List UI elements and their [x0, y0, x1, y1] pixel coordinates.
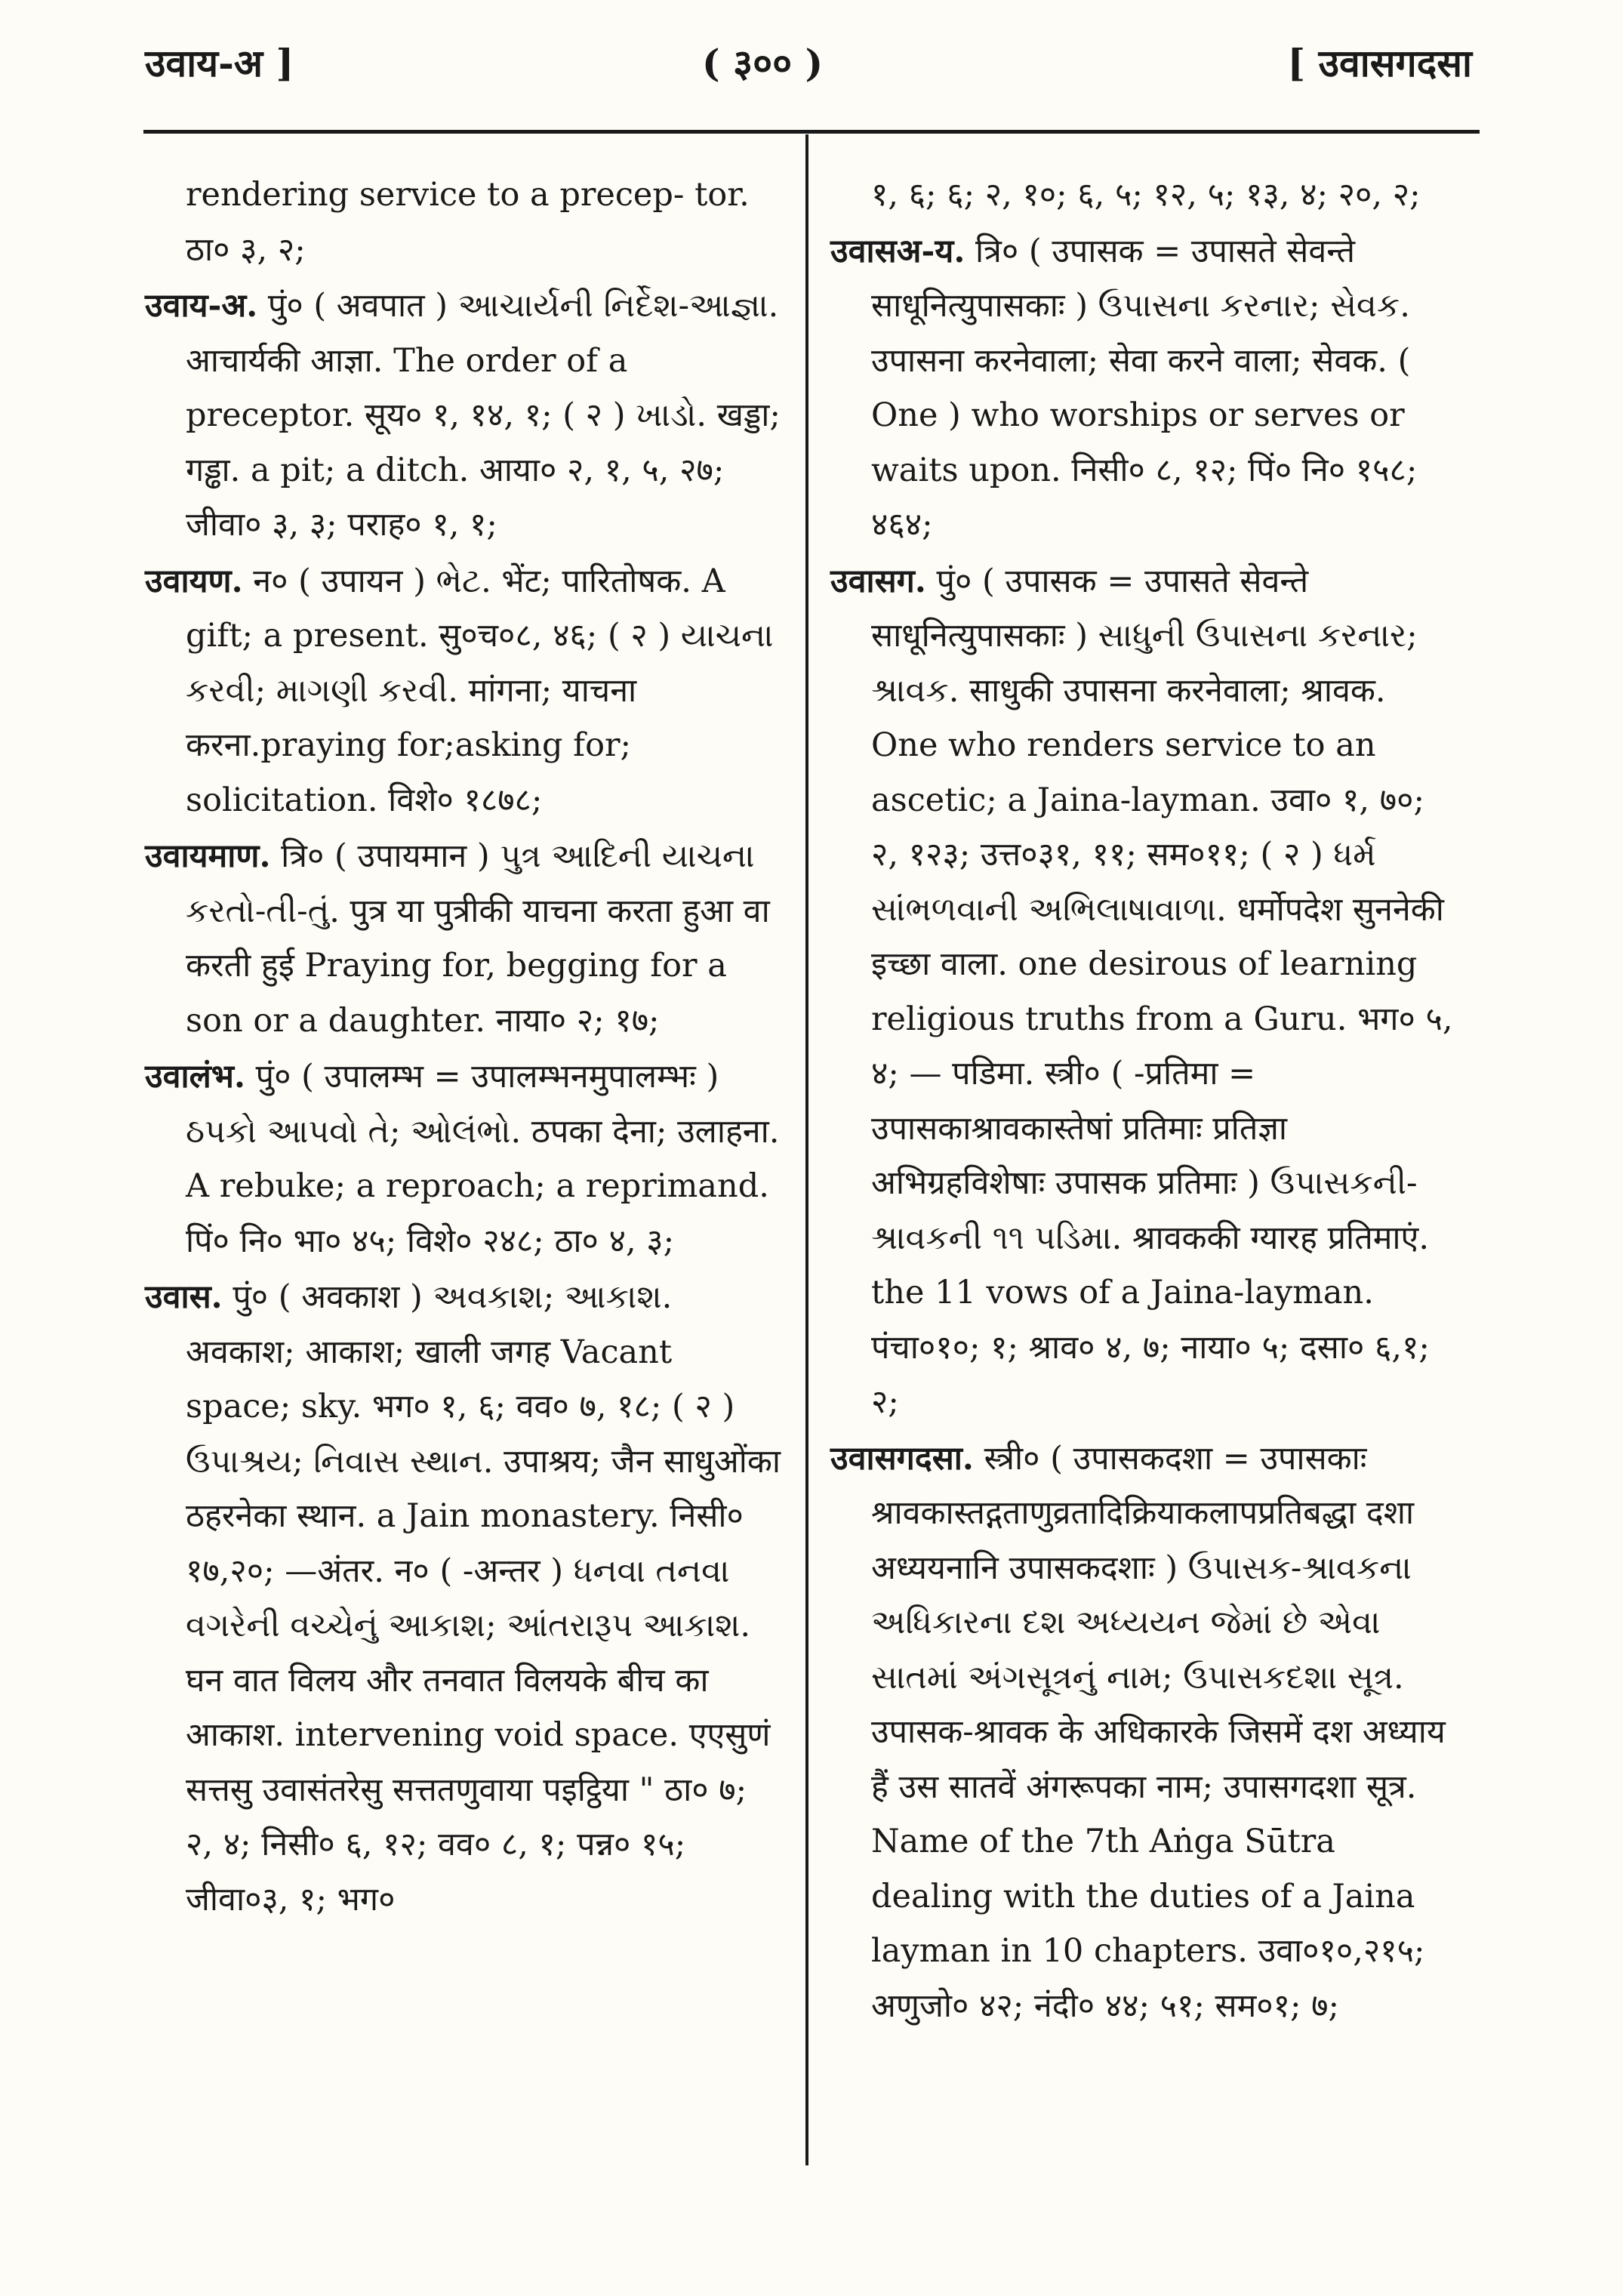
entry-body: पुं० ( अवकाश ) અવકાશ; આકાશ. अवकाश; आकाश; खाली जगह Vacant space; sky. भग० १, ६; वव० ७, १८; ( २ ) ઉપાશ્રય; નિવાસ સ્થાન. उपाश्रय; जैन साधुओंका ठहरनेका स्थान. a Jain monastery. निसी० १७,२०; —अंतर. न० ( -अन्तर ) ધનવા તનવા વગરેની વચ્ચેનું આકાશ; આંતરારૂપ આકાશ. घन वात विलय और तनवात विलयके बीच का आकाश. intervening void space. एएसुणं सत्तसु उवासंतरेसु सत्ततणुवाया पइट्ठिया " ठा० ७; २, ४; निसी० ६, १२; वव० ८, १; पन्न० १५; जीवा०३, १; भग०	[186, 1278, 781, 1918]
dictionary-entry-continuation: १, ६; ६; २, १०; ६, ५; १२, ५; १३, ४; २०, २;	[871, 176, 1421, 214]
page-number: ( ३०० )	[702, 41, 824, 85]
entry-body: पुं० ( अवपात ) આચાર્યની નિર્દેશ-આજ્ઞા. आचार्यकी आज्ञा. The order of a preceptor. सूय० १, १४, १; ( २ ) ખાડો. खड्डा; गड्ढा. a pit; a ditch. आया० २, १, ५, २७; जीवा० ३, ३; पराह० १, १;	[186, 287, 781, 544]
left-column	[145, 168, 783, 1928]
entry-body: त्रि० ( उपासक = उपासते सेवन्ते साधूनित्युपासकाः ) ઉપાસના કરનાર; સેવક. उपासना करनेवाला; सेवा करने वाला; सेवक. ( One ) who worships or serves or waits upon. निसी० ८, १२; पिं० नि० १५८; ४६४;	[871, 232, 1418, 544]
dictionary-entry	[145, 554, 783, 828]
dictionary-entry	[145, 1270, 783, 1927]
entry-headword: उवासअ-य.	[830, 232, 965, 270]
entry-headword: उवालंभ.	[145, 1058, 245, 1096]
entry-body: स्त्री० ( उपासकदशा = उपासकाः श्रावकास्तद्गताणुव्रतादिक्रियाकलापप्रतिबद्धा दशा अध्ययनानि उपासकदशाः ) ઉપાસક-શ્રાવકના અધિકારના દશ અધ્યયન જેમાં છે એવા સાતમાં અંગસૂત્રનું નામ; ઉપાસકદશા સૂત્ર. उपासक-श्रावक के अधिकारके जिसमें दश अध्याय हैं उस सातवें अंगरूपका नाम; उपासगदशा सूत्र. Name of the 7th Aṅga Sūtra dealing with the duties of a Jaina layman in 10 chapters. उवा०१०,२१५; अणुजो० ४२; नंदी० ४४; ५१; सम०१; ७;	[871, 1439, 1446, 2025]
entry-headword: उवासगदसा.	[830, 1439, 974, 1478]
entry-body: पुं० ( उपालम्भ = उपालम्भनमुपालम्भः ) ઠપકો આપવો તે; ઓલંભો. ठपका देना; उलाहना. A rebuke; a reproach; a reprimand. पिं० नि० भा० ४५; विशे० २४८; ठा० ४, ३;	[186, 1058, 780, 1260]
entry-headword: उवास.	[145, 1278, 223, 1316]
dictionary-entry	[830, 224, 1457, 553]
dictionary-entry	[830, 554, 1457, 1430]
dictionary-entry	[145, 829, 783, 1048]
dictionary-entry	[830, 1432, 1457, 2034]
right-column	[830, 168, 1457, 2035]
entry-headword: उवायण.	[145, 562, 243, 600]
page-header	[0, 36, 1623, 97]
entry-body: पुं० ( उपासक = उपासते सेवन्ते साधूनित्युपासकाः ) સાધુની ઉપાસના કરનાર; શ્રાવક. साधुकी उपासना करनेवाला; श्रावक. One who renders service to an ascetic; a Jaina-layman. उवा० १, ७०; २, १२३; उत्त०३१, ११; सम०११; ( २ ) ધર્મ સાંભળવાની અભિલાષાવાળા. धर्मोपदेश सुननेकी इच्छा वाला. one desirous of learning religious truths from a Guru. भग० ५, ४; — पडिमा. स्त्री० ( -प्रतिमा = उपासकाश्रावकास्तेषां प्रतिमाः प्रतिज्ञा अभिग्रहविशेषाः उपासक प्रतिमाः ) ઉપાસકની-શ્રાવકની ૧૧ પડિમા. श्रावककी ग्यारह प्रतिमाएं. the 11 vows of a Jaina-layman. पंचा०१०; १; श्राव० ४, ७; नाया० ५; दसा० ६,१; २;	[871, 562, 1453, 1421]
entry-headword: उवाय-अ.	[145, 287, 258, 325]
running-head-right: [ उवासगदसा	[1287, 41, 1472, 85]
dictionary-entry	[145, 1049, 783, 1268]
entry-body: न० ( उपायन ) ભેટ. भेंट; पारितोषक. A gift; a present. सु०च०८, ४६; ( २ ) યાચના કરવી; માગણી કરવી. मांगना; याचना करना.praying for;asking for; solicitation. विशे० १८७८;	[186, 562, 774, 819]
header-rule	[143, 130, 1480, 134]
entry-headword: उवायमाण.	[145, 837, 271, 875]
dictionary-entry-continuation: rendering service to a precep- tor. ठा० ३, २;	[186, 176, 750, 269]
entry-body: त्रि० ( उपायमान ) પુત્ર આદિની યાચના કરતો-તી-તું. पुत्र या पुत्रीकी याचना करता हुआ वा करती हुई Praying for, begging for a son or a daughter. नाया० २; १७;	[186, 837, 770, 1040]
column-divider	[805, 134, 808, 2165]
entry-headword: उवासग.	[830, 562, 926, 600]
dictionary-entry	[145, 279, 783, 553]
running-head-left: उवाय-अ ]	[145, 41, 294, 85]
